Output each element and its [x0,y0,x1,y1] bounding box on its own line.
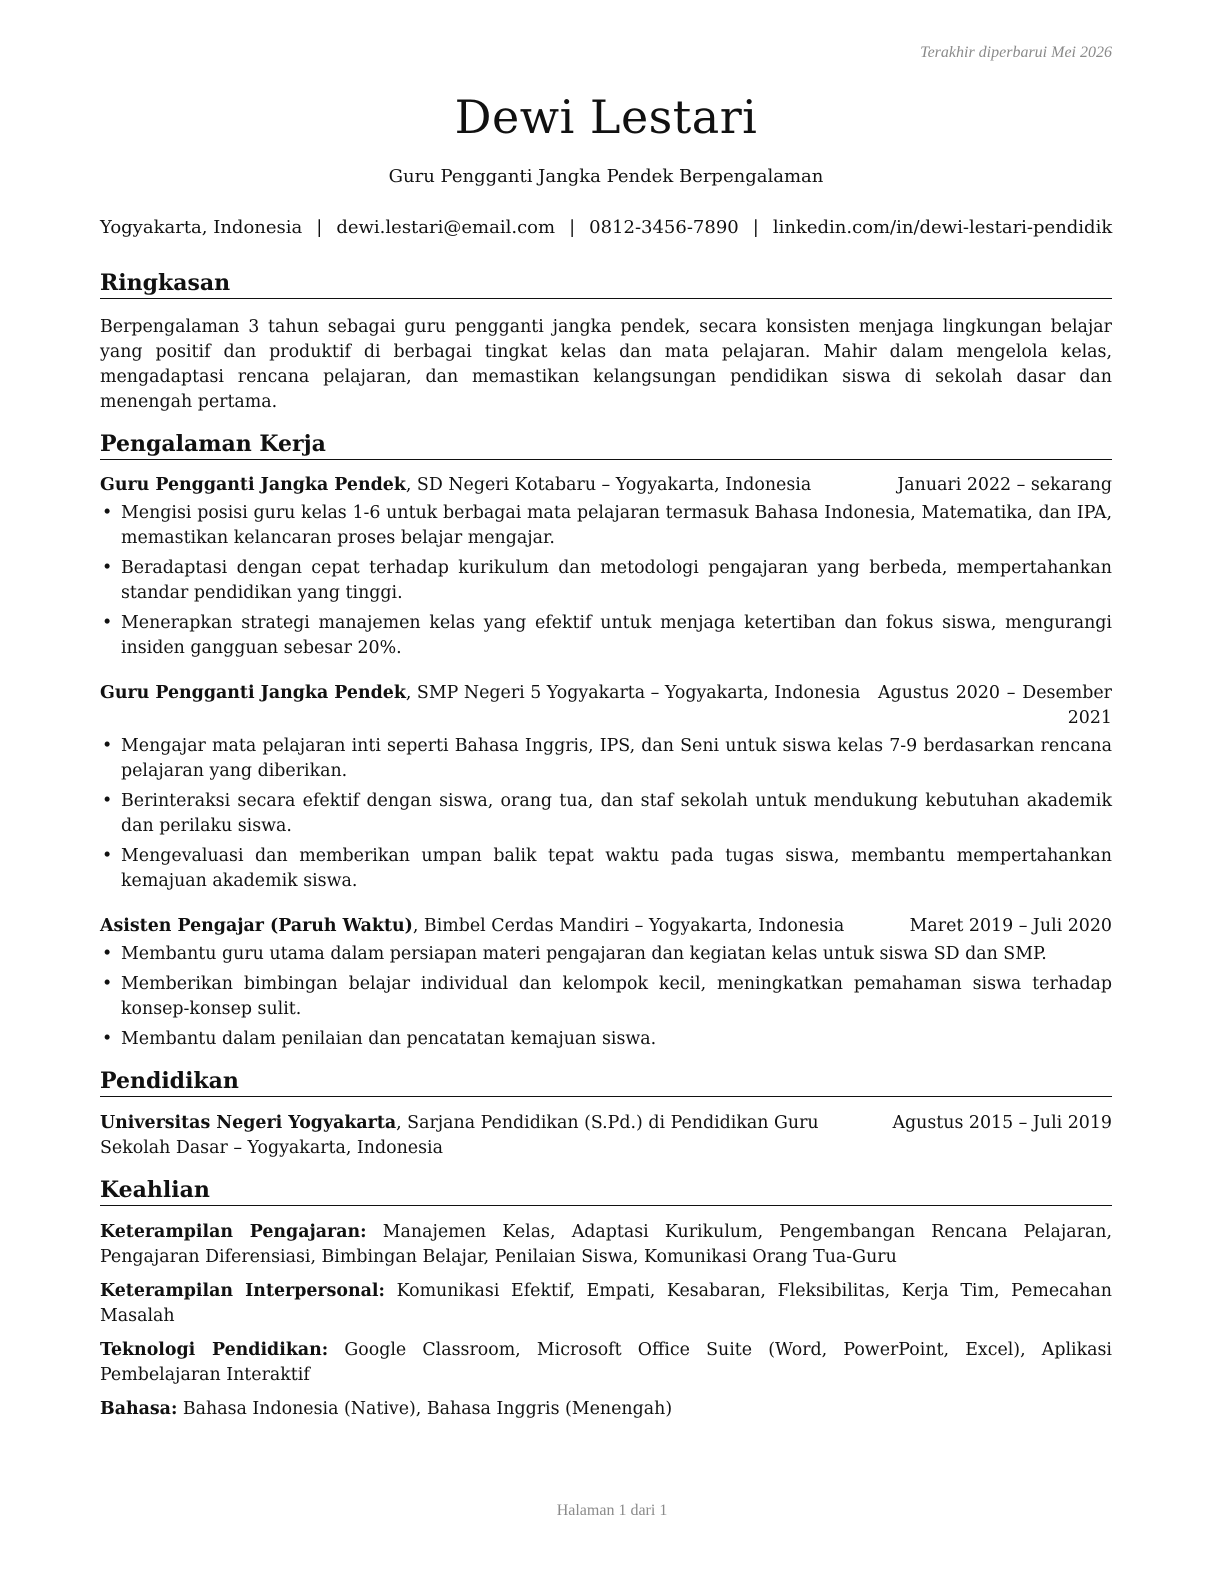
job-entry [100,681,1112,894]
job-header [100,473,1112,498]
job-organization: , SMP Negeri 5 Yogyakarta – Yogyakarta, Indonesia [405,683,861,703]
experience-section [100,429,1112,1052]
job-bullet [100,734,1112,784]
education-section [100,1066,1112,1161]
skill-group [100,1397,1112,1422]
contact-separator: | [569,217,576,238]
skill-group-label: Teknologi Pendidikan: [100,1340,329,1360]
job-bullets [100,942,1112,1052]
contact-separator: | [316,217,323,238]
skill-group-text: Komunikasi Efektif, Empati, Kesabaran, Fleksibilitas, Kerja Tim, Pemecahan Masalah [100,1281,1113,1326]
resume-content [100,86,1112,1422]
section-title-education: Pendidikan [100,1066,1112,1097]
summary-section [100,268,1112,415]
job-entry [100,473,1112,661]
skill-group-label: Bahasa: [100,1399,178,1419]
bullet-dot-icon: • [102,791,113,811]
education-entry [100,1111,1112,1161]
summary-text: Berpengalaman 3 tahun sebagai guru pengganti jangka pendek, secara konsisten menjaga lingkungan belajar yang positif dan produktif di berbagai tingkat kelas dan mata pelajaran. Mahir dalam mengelola kelas, mengadaptasi rencana pelajaran, dan memastikan kelangsungan pendidikan siswa di sekolah dasar dan menengah pertama. [100,317,1112,412]
job-bullet [100,556,1112,606]
skill-group-label: Keterampilan Interpersonal: [100,1281,385,1301]
job-organization: , SD Negeri Kotabaru – Yogyakarta, Indonesia [405,475,812,495]
job-bullets [100,501,1112,661]
job-bullet [100,611,1112,661]
bullet-dot-icon: • [102,503,113,523]
candidate-headline: Guru Pengganti Jangka Pendek Berpengalaman [388,166,824,187]
bullet-dot-icon: • [102,1029,113,1049]
job-bullet-text: Membantu guru utama dalam persiapan materi pengajaran dan kegiatan kelas untuk siswa SD dan SMP. [121,944,1047,964]
job-role: Guru Pengganti Jangka Pendek [100,683,406,703]
job-bullet [100,844,1112,894]
job-bullet [100,942,1112,967]
contact-phone: 0812-3456-7890 [589,217,739,238]
section-title-summary: Ringkasan [100,268,1112,299]
education-school: Universitas Negeri Yogyakarta [100,1113,397,1133]
job-bullet [100,789,1112,839]
skill-group [100,1338,1112,1388]
skill-group-text: Bahasa Indonesia (Native), Bahasa Inggris (Menengah) [177,1399,673,1419]
education-dates: Agustus 2015 – Juli 2019 [892,1113,1112,1133]
job-role: Guru Pengganti Jangka Pendek [100,475,406,495]
bullet-dot-icon: • [102,944,113,964]
bullet-dot-icon: • [102,846,113,866]
job-header [100,914,1112,939]
contact-separator: | [752,217,759,238]
candidate-name: Dewi Lestari [454,90,758,144]
job-role: Asisten Pengajar (Paruh Waktu) [100,916,413,936]
bullet-dot-icon: • [102,558,113,578]
job-dates: Januari 2022 – sekarang [897,475,1112,495]
contact-location: Yogyakarta, Indonesia [100,217,303,238]
job-dates: Maret 2019 – Juli 2020 [909,916,1112,936]
job-bullets [100,734,1112,894]
job-bullet-text: Membantu dalam penilaian dan pencatatan kemajuan siswa. [121,1029,657,1049]
job-bullet-text: Memberikan bimbingan belajar individual dan kelompok kecil, meningkatkan pemahaman siswa terhadap konsep-konsep sulit. [121,974,1112,1019]
job-bullet [100,1027,1112,1052]
bullet-dot-icon: • [102,736,113,756]
section-title-experience: Pengalaman Kerja [100,429,1112,460]
job-bullet-text: Mengisi posisi guru kelas 1-6 untuk berbagai mata pelajaran termasuk Bahasa Indonesia, Matematika, dan IPA, memastikan kelancaran proses belajar mengajar. [121,503,1112,548]
bullet-dot-icon: • [102,613,113,633]
job-bullet-text: Beradaptasi dengan cepat terhadap kurikulum dan metodologi pengajaran yang berbeda, mempertahankan standar pendidikan yang tinggi. [121,558,1112,603]
job-header [100,681,1112,731]
job-bullet [100,972,1112,1022]
job-organization: , Bimbel Cerdas Mandiri – Yogyakarta, Indonesia [412,916,845,936]
page-number: Halaman 1 dari 1 [556,1502,668,1519]
contact-line [100,216,1112,240]
job-entry [100,914,1112,1052]
job-bullet-text: Mengevaluasi dan memberikan umpan balik tepat waktu pada tugas siswa, membantu mempertahankan kemajuan akademik siswa. [121,846,1112,891]
skill-group [100,1279,1112,1329]
job-bullet-text: Mengajar mata pelajaran inti seperti Bahasa Inggris, IPS, dan Seni untuk siswa kelas 7-9 berdasarkan rencana pelajaran yang diberikan. [121,736,1112,781]
last-updated-note: Terakhir diperbarui Mei 2026 [920,44,1112,61]
skill-group-label: Keterampilan Pengajaran: [100,1222,367,1242]
skill-group [100,1220,1112,1270]
skills-section [100,1175,1112,1422]
job-bullet [100,501,1112,551]
skill-group-text: Manajemen Kelas, Adaptasi Kurikulum, Pengembangan Rencana Pelajaran, Pengajaran Diferensiasi, Bimbingan Belajar, Penilaian Siswa, Komunikasi Orang Tua-Guru [100,1222,1112,1267]
education-detail: , Sarjana Pendidikan (S.Pd.) di Pendidikan Guru Sekolah Dasar – Yogyakarta, Indonesia [100,1113,819,1158]
job-bullet-text: Berinteraksi secara efektif dengan siswa, orang tua, dan staf sekolah untuk mendukung kebutuhan akademik dan perilaku siswa. [121,791,1112,836]
contact-linkedin[interactable]: linkedin.com/in/dewi-lestari-pendidik [772,217,1113,238]
job-bullet-text: Menerapkan strategi manajemen kelas yang efektif untuk menjaga ketertiban dan fokus siswa, mengurangi insiden gangguan sebesar 20%. [121,613,1112,658]
bullet-dot-icon: • [102,974,113,994]
job-dates: Agustus 2020 – Desember 2021 [878,683,1112,728]
skill-group-text: Google Classroom, Microsoft Office Suite (Word, PowerPoint, Excel), Aplikasi Pembelajaran Interaktif [100,1340,1112,1385]
section-title-skills: Keahlian [100,1175,1112,1206]
contact-email[interactable]: dewi.lestari@email.com [336,217,556,238]
